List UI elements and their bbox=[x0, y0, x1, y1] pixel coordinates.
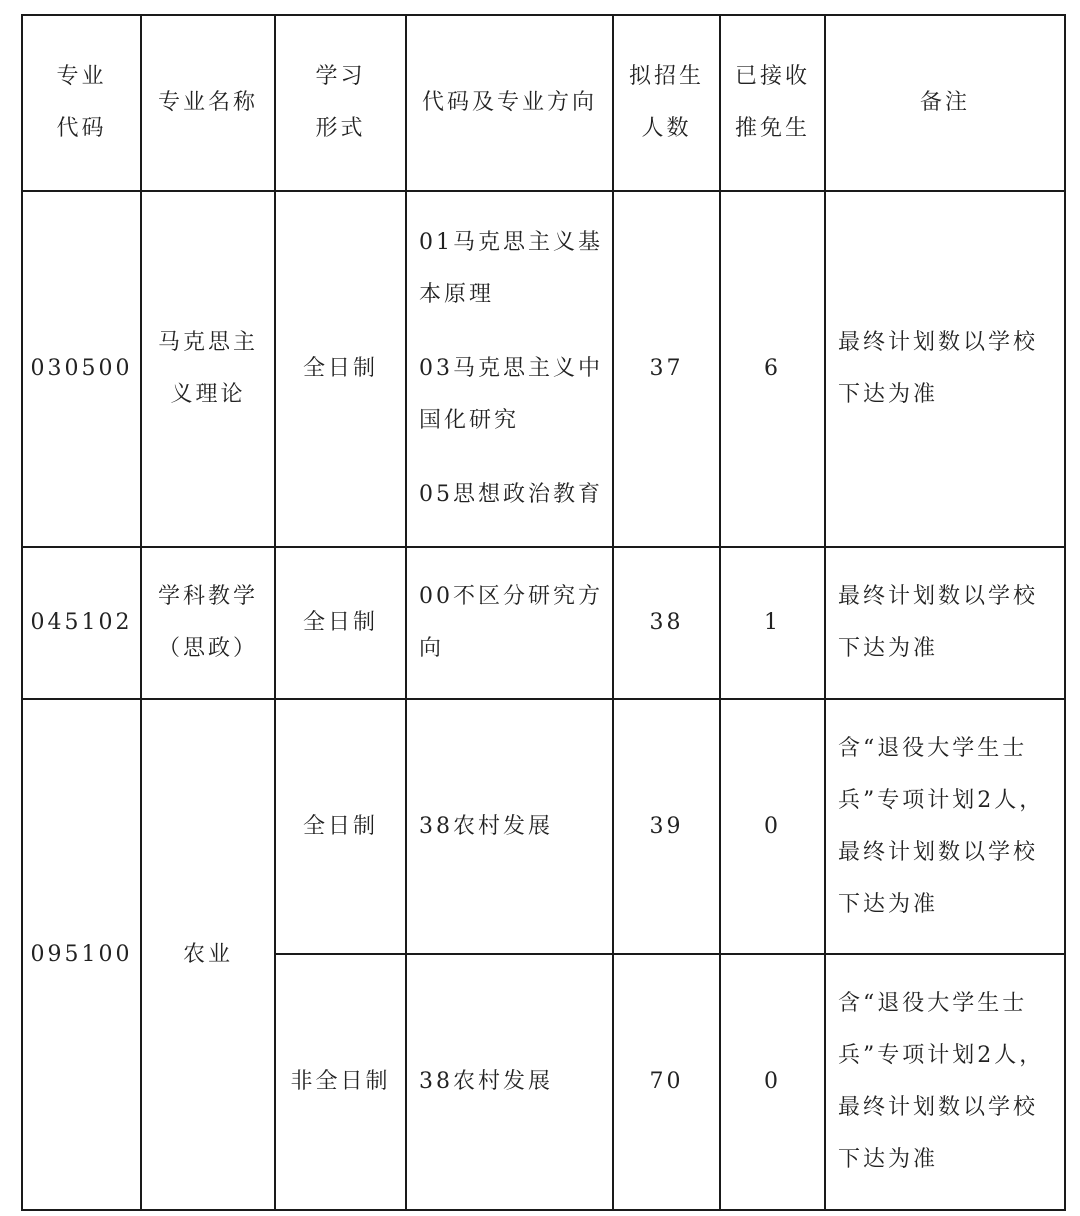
directions: 00不区分研究方 向 bbox=[406, 547, 613, 699]
directions: 38农村发展 bbox=[406, 699, 613, 954]
study-form: 全日制 bbox=[275, 699, 406, 954]
directions: 38农村发展 bbox=[406, 954, 613, 1210]
header-row bbox=[22, 15, 1065, 191]
study-form: 全日制 bbox=[275, 547, 406, 699]
table-row bbox=[22, 699, 1065, 954]
table-row bbox=[22, 547, 1065, 699]
header-planned: 拟招生 人数 bbox=[613, 15, 720, 191]
planned-count: 37 bbox=[613, 191, 720, 547]
enrollment-table bbox=[21, 14, 1066, 1211]
planned-count: 38 bbox=[613, 547, 720, 699]
table-row bbox=[22, 191, 1065, 547]
remarks: 最终计划数以学校 下达为准 bbox=[825, 547, 1065, 699]
directions: 01马克思主义基 本原理 03马克思主义中 国化研究 05思想政治教育 bbox=[406, 191, 613, 547]
exempt-count: 6 bbox=[720, 191, 825, 547]
remarks: 最终计划数以学校 下达为准 bbox=[825, 191, 1065, 547]
exempt-count: 0 bbox=[720, 699, 825, 954]
remarks: 含“退役大学生士 兵”专项计划2人， 最终计划数以学校 下达为准 bbox=[825, 954, 1065, 1210]
remarks: 含“退役大学生士 兵”专项计划2人， 最终计划数以学校 下达为准 bbox=[825, 699, 1065, 954]
header-name: 专业名称 bbox=[141, 15, 275, 191]
header-exempt: 已接收 推免生 bbox=[720, 15, 825, 191]
header-direction: 代码及专业方向 bbox=[406, 15, 613, 191]
major-code: 045102 bbox=[22, 547, 141, 699]
study-form: 非全日制 bbox=[275, 954, 406, 1210]
header-code: 专业 代码 bbox=[22, 15, 141, 191]
major-name: 农业 bbox=[141, 699, 275, 1210]
exempt-count: 1 bbox=[720, 547, 825, 699]
major-code: 030500 bbox=[22, 191, 141, 547]
header-form: 学习 形式 bbox=[275, 15, 406, 191]
planned-count: 39 bbox=[613, 699, 720, 954]
major-code: 095100 bbox=[22, 699, 141, 1210]
header-remarks: 备注 bbox=[825, 15, 1065, 191]
major-name: 马克思主 义理论 bbox=[141, 191, 275, 547]
planned-count: 70 bbox=[613, 954, 720, 1210]
study-form: 全日制 bbox=[275, 191, 406, 547]
major-name: 学科教学 （思政） bbox=[141, 547, 275, 699]
exempt-count: 0 bbox=[720, 954, 825, 1210]
